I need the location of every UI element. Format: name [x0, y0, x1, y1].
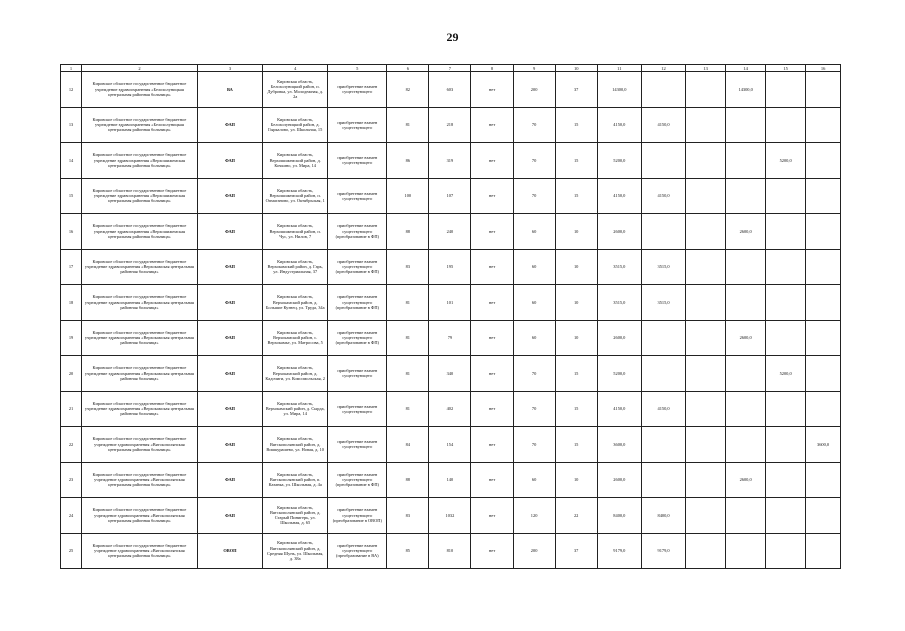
table-cell	[806, 391, 841, 427]
column-header: 6	[387, 65, 429, 72]
table-cell: 319	[429, 143, 471, 179]
table-cell: 8400,0	[597, 498, 641, 534]
table-cell: 2600,0	[597, 320, 641, 356]
table-cell: Кировское областное государственное бюджетное учреждение здравоохранения «Верхокамская центральная районная больница»	[82, 391, 198, 427]
table-cell: Кировское областное государственное бюджетное учреждение здравоохранения «Белохолуницкая центральная районная больница»	[82, 107, 198, 143]
table-cell: нет	[471, 107, 513, 143]
table-cell: 20	[61, 356, 82, 392]
table-cell	[686, 107, 726, 143]
table-cell: Кировское областное государственное бюджетное учреждение здравоохранения «Верхокамская центральная районная больница»	[82, 285, 198, 321]
table-cell: ВА	[197, 72, 262, 108]
table-cell: 10	[555, 285, 597, 321]
table-cell: ФАП	[197, 498, 262, 534]
table-cell: 107	[429, 178, 471, 214]
table-cell: Кировская область, Верхокамский район, д. Сырда, ул. Мира, 14	[263, 391, 328, 427]
column-header: 4	[263, 65, 328, 72]
table-cell: 83	[387, 498, 429, 534]
table-cell	[726, 391, 766, 427]
table-cell: 140	[429, 462, 471, 498]
table-cell: 81	[387, 107, 429, 143]
table-cell: Кировская область, Верхошижемский район, д. Кочкино, ул. Мира, 14	[263, 143, 328, 179]
table-cell: 10	[555, 320, 597, 356]
page-number: 29	[446, 30, 459, 44]
table-row	[61, 143, 841, 179]
table-cell: 4150,0	[641, 391, 685, 427]
table-cell	[726, 143, 766, 179]
table-cell: нет	[471, 249, 513, 285]
table-cell	[766, 391, 806, 427]
table-cell: ФАП	[197, 391, 262, 427]
table-cell	[686, 498, 726, 534]
table-row	[61, 427, 841, 463]
table-cell: Кировская область, Белохолуницкий район, п. Дубровка, ул. Молодежная, д. 2а	[263, 72, 328, 108]
table-cell	[806, 356, 841, 392]
table-cell	[686, 143, 726, 179]
table-cell: нет	[471, 178, 513, 214]
table-cell: 10	[555, 214, 597, 250]
table-row	[61, 178, 841, 214]
table-cell: 14	[61, 143, 82, 179]
table-cell: 23	[61, 462, 82, 498]
table-cell: ФАП	[197, 249, 262, 285]
table-cell: ФАП	[197, 107, 262, 143]
table-cell: ФАП	[197, 178, 262, 214]
table-cell: Кировское областное государственное бюджетное учреждение здравоохранения «Верхошижемская центральная районная больница»	[82, 214, 198, 250]
column-header: 7	[429, 65, 471, 72]
table-cell: нет	[471, 498, 513, 534]
table-cell: 9179,0	[641, 533, 685, 569]
table-cell: ФАП	[197, 427, 262, 463]
column-header: 3	[197, 65, 262, 72]
table-cell: Кировская область, Вятскополянский район, п. Казанка, ул. Школьная, д. 4а	[263, 462, 328, 498]
table-cell: 88	[387, 462, 429, 498]
table-cell: приобретение взамен существующего	[328, 391, 387, 427]
table-cell	[641, 427, 685, 463]
table-cell	[686, 72, 726, 108]
table-cell: 10	[555, 249, 597, 285]
table-cell: 2600,0	[726, 462, 766, 498]
table-cell: 5200,0	[766, 356, 806, 392]
table-cell: 8400,0	[641, 498, 685, 534]
table-cell: нет	[471, 356, 513, 392]
data-table	[60, 64, 841, 569]
table-cell	[726, 285, 766, 321]
table-cell: 3515,0	[641, 249, 685, 285]
table-cell: 810	[429, 533, 471, 569]
table-cell	[806, 498, 841, 534]
table-cell	[686, 249, 726, 285]
table-cell: 4150,0	[641, 178, 685, 214]
table-cell: 88	[387, 214, 429, 250]
table-cell: ФАП	[197, 462, 262, 498]
table-cell: 195	[429, 249, 471, 285]
table-row	[61, 498, 841, 534]
table-cell	[806, 533, 841, 569]
table-cell: 70	[513, 107, 555, 143]
table-cell: 240	[429, 214, 471, 250]
table-cell: 402	[429, 391, 471, 427]
table-cell	[806, 214, 841, 250]
table-cell: 5200,0	[597, 143, 641, 179]
table-cell: 3515,0	[641, 285, 685, 321]
column-header: 5	[328, 65, 387, 72]
table-cell: 603	[429, 72, 471, 108]
table-cell: 82	[387, 72, 429, 108]
table-cell	[686, 427, 726, 463]
table-cell: 2600,0	[726, 320, 766, 356]
table-cell: 9179,0	[597, 533, 641, 569]
table-cell: приобретение взамен существующего	[328, 72, 387, 108]
table-cell: Кировское областное государственное бюджетное учреждение здравоохранения «Верхошижемская центральная районная больница»	[82, 178, 198, 214]
table-cell: нет	[471, 427, 513, 463]
table-cell: 5200,0	[766, 143, 806, 179]
table-cell	[806, 249, 841, 285]
table-cell: 18	[61, 285, 82, 321]
table-cell: 70	[513, 427, 555, 463]
table-cell: приобретение взамен существующего (преобразование в ВА)	[328, 533, 387, 569]
table-cell	[766, 462, 806, 498]
table-cell: Кировское областное государственное бюджетное учреждение здравоохранения «Белохолуницкая центральная районная больница»	[82, 72, 198, 108]
table-cell: 100	[387, 178, 429, 214]
table-cell: приобретение взамен существующего (преобразование в ФП)	[328, 462, 387, 498]
table-cell	[726, 356, 766, 392]
table-cell: 200	[513, 533, 555, 569]
table-cell: 81	[387, 285, 429, 321]
table-cell: приобретение взамен существующего	[328, 356, 387, 392]
table-cell: 3515,0	[597, 249, 641, 285]
table-row	[61, 356, 841, 392]
table-cell: 4150,0	[597, 107, 641, 143]
table-cell	[766, 249, 806, 285]
table-cell: 60	[513, 285, 555, 321]
table-cell	[806, 143, 841, 179]
column-header: 16	[806, 65, 841, 72]
table-cell	[641, 462, 685, 498]
table-cell: 3600,0	[806, 427, 841, 463]
table-row	[61, 285, 841, 321]
column-header: 10	[555, 65, 597, 72]
table-cell	[641, 320, 685, 356]
table-cell	[686, 356, 726, 392]
table-cell: нет	[471, 214, 513, 250]
table-cell: 10	[555, 462, 597, 498]
table-cell	[726, 249, 766, 285]
table-row	[61, 320, 841, 356]
table-cell: приобретение взамен существующего	[328, 178, 387, 214]
column-header: 1	[61, 65, 82, 72]
table-row	[61, 72, 841, 108]
table-cell: 101	[429, 285, 471, 321]
table-cell: 4150,0	[597, 391, 641, 427]
table-cell: приобретение взамен существующего (преобразование в ФП)	[328, 214, 387, 250]
table-cell: 60	[513, 462, 555, 498]
table-cell: 2600,0	[597, 462, 641, 498]
table-cell	[686, 320, 726, 356]
table-cell: 2600,0	[597, 214, 641, 250]
table-cell	[766, 107, 806, 143]
table-cell: Кировская область, Верхошижемский район, п. Чус, ул. Нилов, 7	[263, 214, 328, 250]
table-cell	[686, 391, 726, 427]
table-cell: 70	[513, 391, 555, 427]
table-cell: нет	[471, 391, 513, 427]
table-cell	[726, 427, 766, 463]
table-cell	[686, 285, 726, 321]
table-cell: 154	[429, 427, 471, 463]
column-header: 9	[513, 65, 555, 72]
table-cell	[726, 533, 766, 569]
table-cell: 15	[555, 427, 597, 463]
table-cell: Кировская область, Белохолуницкий район, д. Гыркалово, ул. Школьная, 15	[263, 107, 328, 143]
table-cell: Кировское областное государственное бюджетное учреждение здравоохранения «Вятскополянская центральная районная больница»	[82, 427, 198, 463]
table-cell: Кировская область, Вятскополянский район, д. Вишкурашево, ул. Новая, д. 10	[263, 427, 328, 463]
table-cell: Кировское областное государственное бюджетное учреждение здравоохранения «Вятскополянская центральная районная больница»	[82, 462, 198, 498]
table-cell: 17	[61, 249, 82, 285]
table-row	[61, 214, 841, 250]
table-cell: 4150,0	[597, 178, 641, 214]
table-cell: 14300,0	[726, 72, 766, 108]
table-cell: ОВОП	[197, 533, 262, 569]
table-cell: ФАП	[197, 356, 262, 392]
table-cell: 22	[61, 427, 82, 463]
table-cell: 22	[555, 498, 597, 534]
table-cell: нет	[471, 320, 513, 356]
table-cell: приобретение взамен существующего	[328, 427, 387, 463]
table-row	[61, 391, 841, 427]
table-cell: 340	[429, 356, 471, 392]
table-cell	[766, 320, 806, 356]
table-cell: нет	[471, 143, 513, 179]
table-cell: 79	[429, 320, 471, 356]
table-cell: приобретение взамен существующего	[328, 143, 387, 179]
column-header: 11	[597, 65, 641, 72]
column-header: 14	[726, 65, 766, 72]
table-cell: 81	[387, 320, 429, 356]
table-cell: 86	[387, 143, 429, 179]
table-cell	[806, 178, 841, 214]
table-cell: Кировская область, Верхошижемский район, п. Опмаганово, ул. Октябрьская, 1	[263, 178, 328, 214]
table-cell: 83	[387, 249, 429, 285]
table-row	[61, 107, 841, 143]
table-cell: ФАП	[197, 214, 262, 250]
table-cell: 200	[513, 72, 555, 108]
table-cell: 3515,0	[597, 285, 641, 321]
table-cell	[766, 498, 806, 534]
table-cell	[726, 498, 766, 534]
table-cell: 24	[61, 498, 82, 534]
table-cell: 37	[555, 533, 597, 569]
table-cell: приобретение взамен существующего (преобразование в ОВОП)	[328, 498, 387, 534]
table-cell	[766, 214, 806, 250]
table-cell	[726, 107, 766, 143]
table-cell: ФАП	[197, 143, 262, 179]
column-header: 12	[641, 65, 685, 72]
table-cell: 81	[387, 356, 429, 392]
table-cell: 120	[513, 498, 555, 534]
table-cell	[686, 214, 726, 250]
table-row	[61, 533, 841, 569]
table-cell: 2600,0	[726, 214, 766, 250]
table-cell	[641, 72, 685, 108]
table-cell: 70	[513, 356, 555, 392]
column-header: 15	[766, 65, 806, 72]
table-cell	[766, 533, 806, 569]
header-row	[61, 65, 841, 72]
table-cell	[806, 72, 841, 108]
table-cell: Кировское областное государственное бюджетное учреждение здравоохранения «Верхокамская центральная районная больница»	[82, 249, 198, 285]
column-header: 2	[82, 65, 198, 72]
table-cell: приобретение взамен существующего (преобразование в ФП)	[328, 249, 387, 285]
table-cell: 37	[555, 72, 597, 108]
table-cell: ФАП	[197, 320, 262, 356]
table-cell	[766, 427, 806, 463]
table-cell: 5200,0	[597, 356, 641, 392]
table-cell	[641, 356, 685, 392]
table-cell: приобретение взамен существующего (преобразование в ФП)	[328, 320, 387, 356]
table-cell: Кировская область, Верхокамский район, д. Кадочиги, ул. Комсомольская, 2	[263, 356, 328, 392]
table-cell: 15	[555, 356, 597, 392]
table-cell	[806, 285, 841, 321]
table-cell	[806, 107, 841, 143]
table-cell: 3600,0	[597, 427, 641, 463]
table-cell: приобретение взамен существующего (преобразование в ФП)	[328, 285, 387, 321]
table-cell: 15	[61, 178, 82, 214]
table-cell: 60	[513, 214, 555, 250]
table-cell: 70	[513, 178, 555, 214]
table-cell: 70	[513, 143, 555, 179]
table-cell: Кировское областное государственное бюджетное учреждение здравоохранения «Верхокамская центральная районная больница»	[82, 356, 198, 392]
table-cell: 15	[555, 391, 597, 427]
table-cell: 16	[61, 214, 82, 250]
table-cell: 218	[429, 107, 471, 143]
table-cell: 60	[513, 320, 555, 356]
table-cell: Кировская область, Верхокамский район, д. Гарь, ул. Индустриальная, 37	[263, 249, 328, 285]
table-cell: Кировская область, Верхокамский район, д. Большие Кузнец, ул. Труда, 34а	[263, 285, 328, 321]
table-cell: 25	[61, 533, 82, 569]
column-header: 13	[686, 65, 726, 72]
table-cell	[806, 462, 841, 498]
table-cell: 15	[555, 143, 597, 179]
table-cell	[806, 320, 841, 356]
table-cell: 15	[555, 107, 597, 143]
table-cell: 13	[61, 107, 82, 143]
table-cell: нет	[471, 533, 513, 569]
column-header: 8	[471, 65, 513, 72]
table-cell: 1032	[429, 498, 471, 534]
table-cell: нет	[471, 285, 513, 321]
table-cell: Кировская область, Вятскополянский район, д. Средняя Шунь, ул. Школьная, д. 38а	[263, 533, 328, 569]
table-cell: 15	[555, 178, 597, 214]
table-cell: приобретение взамен существующего	[328, 107, 387, 143]
table-cell: 4150,0	[641, 107, 685, 143]
table-cell: нет	[471, 462, 513, 498]
table-cell: нет	[471, 72, 513, 108]
table-cell	[641, 143, 685, 179]
table-cell	[766, 178, 806, 214]
table-cell: 14300,0	[597, 72, 641, 108]
table-cell	[766, 72, 806, 108]
table-cell: 60	[513, 249, 555, 285]
table-cell: Кировское областное государственное бюджетное учреждение здравоохранения «Верхокамская центральная районная больница»	[82, 320, 198, 356]
table-cell: Кировская область, Вятскополянский район, д. Старый Пинигерь, ул. Школьная, д. 65	[263, 498, 328, 534]
table-cell: Кировская область, Верхокамский район, с. Верхокамье, ул. Матросова, 5	[263, 320, 328, 356]
table-row	[61, 462, 841, 498]
table-cell	[641, 214, 685, 250]
table-cell: Кировское областное государственное бюджетное учреждение здравоохранения «Вятскополянская центральная районная больница»	[82, 533, 198, 569]
table-cell: 12	[61, 72, 82, 108]
table-cell: Кировское областное государственное бюджетное учреждение здравоохранения «Вятскополянская центральная районная больница»	[82, 498, 198, 534]
table-cell: 21	[61, 391, 82, 427]
table-cell: 84	[387, 427, 429, 463]
table-cell	[726, 178, 766, 214]
table-cell	[766, 285, 806, 321]
table-cell	[686, 533, 726, 569]
table-cell: ФАП	[197, 285, 262, 321]
table-cell: 85	[387, 533, 429, 569]
table-cell: 81	[387, 391, 429, 427]
table-cell: 19	[61, 320, 82, 356]
table-cell: Кировское областное государственное бюджетное учреждение здравоохранения «Верхошижемская центральная районная больница»	[82, 143, 198, 179]
table-row	[61, 249, 841, 285]
table-cell	[686, 178, 726, 214]
table-cell	[686, 462, 726, 498]
